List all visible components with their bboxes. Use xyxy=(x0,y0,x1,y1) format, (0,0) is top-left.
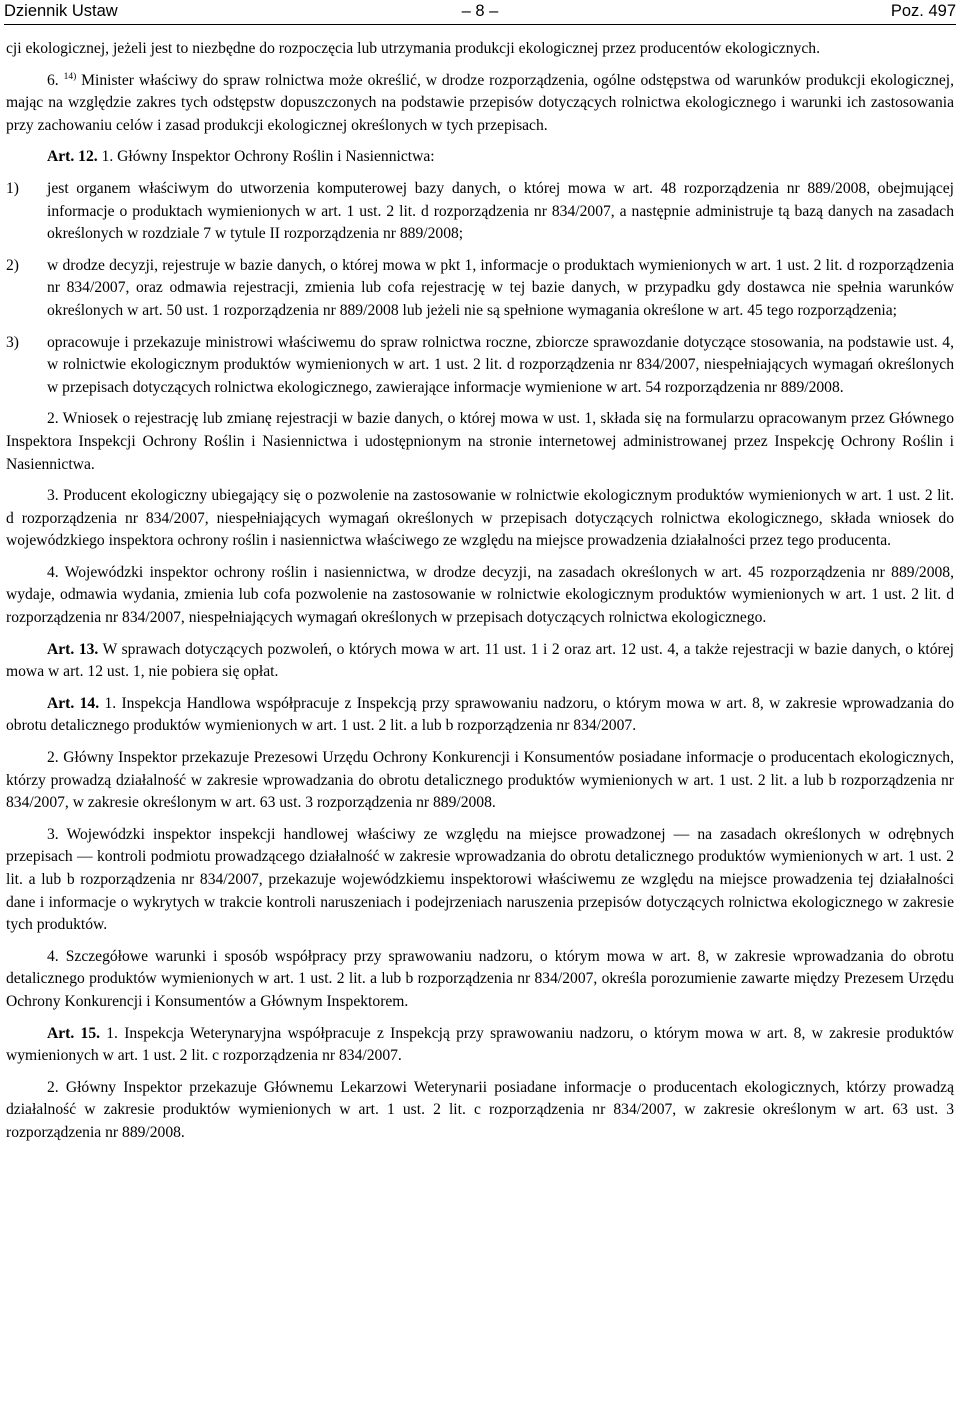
page-number: – 8 – xyxy=(461,2,499,20)
journal-title: Dziennik Ustaw xyxy=(4,2,118,20)
list-item xyxy=(6,332,954,400)
page-header xyxy=(4,0,956,25)
position-number: Poz. 497 xyxy=(890,2,956,20)
article-14-paragraph-3: 3. Wojewódzki inspektor inspekcji handlowej właściwy ze względu na miejsce prowadzonej — na zasadach określonych w odrębnych przepisach — kontroli podmiotu prowadzącego działalność w zakresie wprowadzania do obrotu detalicznego produktów wymienionych w art. 1 ust. 2 lit. a lub b rozporządzenia nr 834/2007, przekazuje wojewódzkiemu inspektorowi właściwemu ze względu na miejsce prowadzenia tej działalności dane i informacje o wykrytych w trakcie kontroli naruszeniach i podejrzeniach naruszenia przepisów dotyczących rolnictwa ekologicznego w zakresie tych produktów. xyxy=(6,825,954,934)
list-item-text: w drodze decyzji, rejestruje w bazie danych, o której mowa w pkt 1, informacje o produktach wymienionych w art. 1 ust. 2 lit. d rozporządzenia nr 834/2007, oraz odmawia rejestracji, zmienia lub cofa rejestrację w tej bazie danych, w przypadku gdy dostawca nie spełnia warunków określonych w art. 50 ust. 1 rozporządzenia nr 889/2008 lub jeżeli nie są spełnione wymagania określone w art. 45 tego rozporządzenia; xyxy=(47,256,954,319)
article-label: Art. 13. xyxy=(47,640,99,658)
article-14-paragraph-2: 2. Główny Inspektor przekazuje Prezesowi Urzędu Ochrony Konkurencji i Konsumentów posiadane informacje o producentach ekologicznych, którzy prowadzą działalność w zakresie wprowadzania do obrotu detalicznego produktów wymienionych w art. 1 ust. 2 lit. a lub b rozporządzenia nr 834/2007, w zakresie określonym w art. 63 ust. 3 rozporządzenia nr 889/2008. xyxy=(6,749,954,812)
list-marker: 1) xyxy=(6,179,19,197)
article-label: Art. 12. xyxy=(47,148,98,166)
article-12 xyxy=(6,146,954,169)
article-13 xyxy=(6,639,954,684)
paragraph-text: Minister właściwy do spraw rolnictwa może określić, w drodze rozporządzenia, ogólne odstępstwa od warunków produkcji ekologicznej, mając na względzie zakres tych odstępstw dopuszczonych na podstawie przepisów dotyczących rolnictwa ekologicznego i warunki ich zastosowania przy zachowaniu celów i zasad produkcji ekologicznej określonych w tych przepisach. xyxy=(6,71,954,134)
article-12-paragraph-4: 4. Wojewódzki inspektor ochrony roślin i nasiennictwa, w drodze decyzji, na zasadach określonych w art. 45 rozporządzenia nr 889/2008, wydaje, odmawia wydania, zmienia lub cofa pozwolenie na zastosowanie w rolnictwie ekologicznym produktów wymienionych w art. 1 ust. 2 lit. d rozporządzenia nr 834/2007, niespełniających wymagań określonych w przepisach dotyczących rolnictwa ekologicznego. xyxy=(6,563,954,627)
article-text: 1. Inspekcja Weterynaryjna współpracuje z Inspekcją przy sprawowaniu nadzoru, o którym mowa w art. 8, w zakresie produktów wymienionych w art. 1 ust. 2 lit. c rozporządzenia nr 834/2007. xyxy=(6,1024,954,1065)
article-14 xyxy=(6,693,954,738)
article-12-paragraph-3: 3. Producent ekologiczny ubiegający się o pozwolenie na zastosowanie w rolnictwie ekologicznym produktów wymienionych w art. 1 ust. 2 lit. d rozporządzenia nr 834/2007, niespełniających wymagań określonych w przepisach dotyczących rolnictwa ekologicznego, składa wniosek do wojewódzkiego inspektora ochrony roślin i nasiennictwa właściwego ze względu na miejsce prowadzenia działalności przez tego producenta. xyxy=(6,487,954,550)
article-14-paragraph-4: 4. Szczegółowe warunki i sposób współpracy przy sprawowaniu nadzoru, o którym mowa w art. 8, w zakresie wprowadzania do obrotu detalicznego produktów wymienionych w art. 1 ust. 2 lit. a lub b rozporządzenia nr 834/2007, określa porozumienie zawarte między Prezesem Urzędu Ochrony Konkurencji i Konsumentów a Głównym Inspektorem. xyxy=(6,947,954,1010)
list-item xyxy=(6,255,954,323)
article-label: Art. 14. xyxy=(47,694,100,712)
paragraph-number: 6. xyxy=(47,71,59,89)
footnote-reference: 14) xyxy=(63,71,77,82)
article-12-paragraph-2: 2. Wniosek o rejestrację lub zmianę rejestracji w bazie danych, o której mowa w ust. 1, składa się na formularzu opracowanym przez Głównego Inspektora Inspekcji Ochrony Roślin i Nasiennictwa i udostępnionym na stronie internetowej administrowanej przez Inspekcję Ochrony Roślin i Nasiennictwa. xyxy=(6,410,954,473)
list-item xyxy=(6,178,954,246)
article-15 xyxy=(6,1023,954,1068)
list-item-text: jest organem właściwym do utworzenia komputerowej bazy danych, o której mowa w art. 48 rozporządzenia nr 889/2008, obejmującej informacje o produktach wymienionych w art. 1 ust. 2 lit. d rozporządzenia nr 834/2007, a następnie administruje tą bazą danych na zasadach określonych w rozdziale 7 w tytule II rozporządzenia nr 889/2008; xyxy=(47,179,954,243)
article-text: 1. Główny Inspektor Ochrony Roślin i Nasiennictwa: xyxy=(97,148,435,166)
list-marker: 3) xyxy=(6,333,19,351)
paragraph-continuation: cji ekologicznej, jeżeli jest to niezbędne do rozpoczęcia lub utrzymania produkcji ekologicznej przez producentów ekologicznych. xyxy=(6,40,821,57)
document-body xyxy=(6,38,954,1145)
list-marker: 2) xyxy=(6,256,19,274)
article-15-paragraph-2: 2. Główny Inspektor przekazuje Głównemu Lekarzowi Weterynarii posiadane informacje o producentach ekologicznych, którzy prowadzą działalność w zakresie produktów wymienionych w art. 1 ust. 2 lit. c rozporządzenia nr 834/2007, w zakresie określonym w art. 63 ust. 3 rozporządzenia nr 889/2008. xyxy=(6,1078,954,1141)
list-item-text: opracowuje i przekazuje ministrowi właściwemu do spraw rolnictwa roczne, zbiorcze sprawozdanie dotyczące stosowania, na podstawie ust. 4, w rolnictwie ekologicznym produktów wymienionych w art. 1 ust. 2 lit. d rozporządzenia nr 834/2007, niespełniających wymagań określonych w przepisach dotyczących rolnictwa ekologicznego, zawierające informacje wymienione w art. 54 rozporządzenia nr 889/2008. xyxy=(47,333,954,396)
article-label: Art. 15. xyxy=(47,1024,101,1042)
article-text: 1. Inspekcja Handlowa współpracuje z Inspekcją przy sprawowaniu nadzoru, o którym mowa w art. 8, w zakresie wprowadzania do obrotu detalicznego produktów wymienionych w art. 1 ust. 2 lit. a lub b rozporządzenia nr 834/2007. xyxy=(6,694,954,735)
paragraph-6 xyxy=(6,70,954,138)
article-text: W sprawach dotyczących pozwoleń, o których mowa w art. 11 ust. 1 i 2 oraz art. 12 ust. 4, a także rejestracji w bazie danych, o której mowa w art. 12 ust. 1, nie pobiera się opłat. xyxy=(6,640,954,681)
